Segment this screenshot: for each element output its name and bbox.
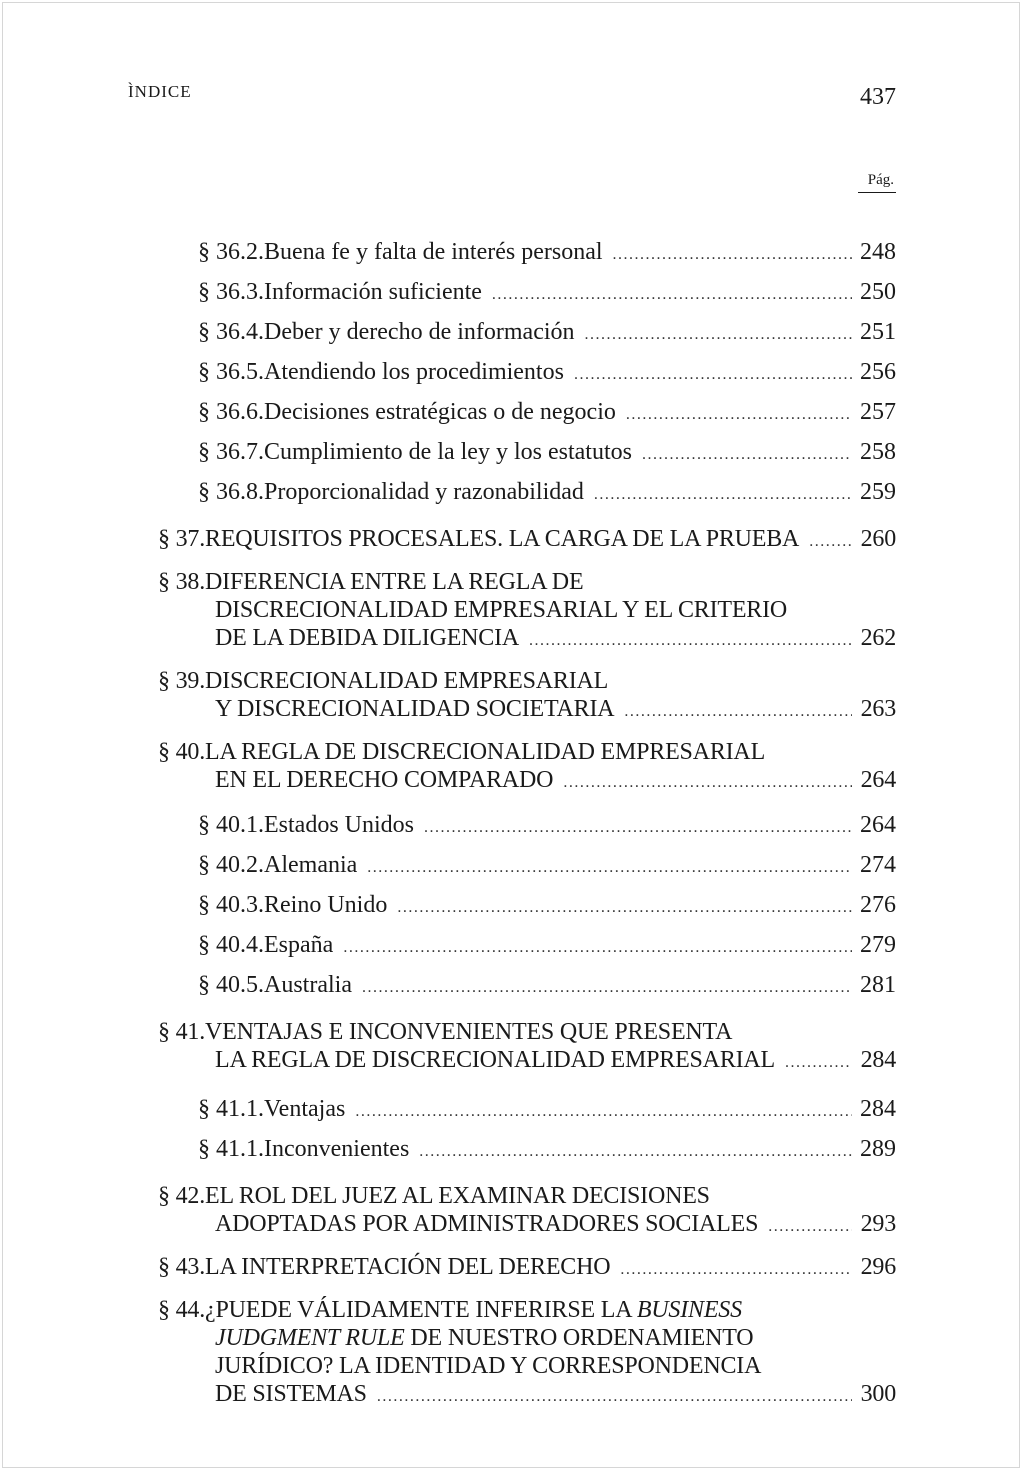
dot-leader xyxy=(355,1098,852,1126)
toc-entry-40-5[interactable] xyxy=(158,971,896,1002)
dot-leader xyxy=(809,528,852,556)
entry-page: 300 xyxy=(860,1381,896,1407)
running-head: ÌNDICE xyxy=(128,82,192,101)
entry-title-line-1: EL ROL DEL JUEZ AL EXAMINAR DECISIONES xyxy=(205,1183,710,1209)
section-number: § 36.4. xyxy=(198,319,264,345)
dot-leader xyxy=(768,1213,852,1241)
toc-entry-40[interactable] xyxy=(158,738,896,797)
dot-leader xyxy=(613,241,852,269)
dot-leader xyxy=(419,1138,852,1166)
entry-page: 276 xyxy=(860,892,896,918)
toc-entry-36-7[interactable] xyxy=(158,438,896,469)
entry-title-line-2: Y DISCRECIONALIDAD SOCIETARIA xyxy=(215,696,615,722)
section-number: § 40. xyxy=(158,739,206,765)
entry-title-line-2: ADOPTADAS POR ADMINISTRADORES SOCIALES xyxy=(215,1211,759,1237)
entry-page: 248 xyxy=(860,239,896,265)
toc-entry-43[interactable] xyxy=(158,1253,896,1284)
section-number: § 36.7. xyxy=(198,439,264,465)
section-number: § 38. xyxy=(158,569,206,595)
section-number: § 36.2. xyxy=(198,239,264,265)
entry-title-line-1: DIFERENCIA ENTRE LA REGLA DE xyxy=(205,569,584,595)
entry-title-line-2: DISCRECIONALIDAD EMPRESARIAL Y EL CRITERIO xyxy=(215,597,788,623)
section-number: § 44. xyxy=(158,1297,206,1323)
entry-title: LA INTERPRETACIÓN DEL DERECHO xyxy=(205,1254,611,1280)
page-column-label: Pág. xyxy=(858,172,896,193)
section-number: § 36.6. xyxy=(198,399,264,425)
entry-title: Buena fe y falta de interés personal xyxy=(264,239,603,265)
section-number: § 41.1. xyxy=(198,1096,264,1122)
toc-entry-38[interactable] xyxy=(158,568,896,655)
entry-title-line-2: EN EL DERECHO COMPARADO xyxy=(215,767,554,793)
entry-title: Australia xyxy=(264,972,352,998)
toc-entry-36-4[interactable] xyxy=(158,318,896,349)
table-of-contents xyxy=(158,238,896,1423)
section-number: § 36.3. xyxy=(198,279,264,305)
dot-leader xyxy=(563,769,852,797)
entry-page: 251 xyxy=(860,319,896,345)
section-number: § 40.1. xyxy=(198,812,264,838)
section-number: § 40.4. xyxy=(198,932,264,958)
entry-title: Deber y derecho de información xyxy=(264,319,575,345)
entry-title-line-1: VENTAJAS E INCONVENIENTES QUE PRESENTA xyxy=(205,1019,733,1045)
entry-title: Cumplimiento de la ley y los estatutos xyxy=(264,439,632,465)
entry-page: 293 xyxy=(860,1211,896,1237)
dot-leader xyxy=(377,1383,852,1411)
dot-leader xyxy=(574,361,852,389)
toc-entry-44[interactable] xyxy=(158,1296,896,1411)
entry-title-line-1: ¿PUEDE VÁLIDAMENTE INFERIRSE LA xyxy=(205,1297,637,1323)
entry-title-italic: JUDGMENT RULE xyxy=(215,1325,405,1351)
toc-entry-41-1-ventajas[interactable] xyxy=(158,1095,896,1126)
entry-title: Inconvenientes xyxy=(264,1136,410,1162)
section-number: § 41.1. xyxy=(198,1136,264,1162)
dot-leader xyxy=(343,934,852,962)
dot-leader xyxy=(642,441,852,469)
toc-entry-39[interactable] xyxy=(158,667,896,726)
section-number: § 40.5. xyxy=(198,972,264,998)
entry-title: Estados Unidos xyxy=(264,812,414,838)
toc-entry-36-5[interactable] xyxy=(158,358,896,389)
section-number: § 40.3. xyxy=(198,892,264,918)
toc-entry-42[interactable] xyxy=(158,1182,896,1241)
entry-page: 274 xyxy=(860,852,896,878)
toc-entry-41-1-inconvenientes[interactable] xyxy=(158,1135,896,1166)
dot-leader xyxy=(362,974,852,1002)
dot-leader xyxy=(424,814,852,842)
entry-page: 256 xyxy=(860,359,896,385)
entry-page: 258 xyxy=(860,439,896,465)
dot-leader xyxy=(492,281,852,309)
section-number: § 36.5. xyxy=(198,359,264,385)
entry-title: Información suficiente xyxy=(264,279,482,305)
toc-entry-41[interactable] xyxy=(158,1018,896,1077)
dot-leader xyxy=(594,481,852,509)
entry-title-line-2 xyxy=(158,1324,896,1352)
dot-leader xyxy=(585,321,852,349)
toc-entry-36-6[interactable] xyxy=(158,398,896,429)
toc-entry-36-3[interactable] xyxy=(158,278,896,309)
entry-title-line-2: LA REGLA DE DISCRECIONALIDAD EMPRESARIAL xyxy=(215,1047,776,1073)
entry-page: 250 xyxy=(860,279,896,305)
entry-page: 296 xyxy=(860,1254,896,1280)
page-number: 437 xyxy=(860,84,896,110)
toc-entry-40-2[interactable] xyxy=(158,851,896,882)
entry-title-text: DE NUESTRO ORDENAMIENTO xyxy=(404,1325,754,1351)
entry-title-line-3: DE LA DEBIDA DILIGENCIA xyxy=(215,625,520,651)
dot-leader xyxy=(620,1256,852,1284)
section-number: § 37. xyxy=(158,526,206,552)
toc-entry-40-4[interactable] xyxy=(158,931,896,962)
toc-entry-36-8[interactable] xyxy=(158,478,896,509)
entry-page: 281 xyxy=(860,972,896,998)
toc-entry-40-3[interactable] xyxy=(158,891,896,922)
entry-title-line-1: LA REGLA DE DISCRECIONALIDAD EMPRESARIAL xyxy=(205,739,766,765)
entry-title-line-1: DISCRECIONALIDAD EMPRESARIAL xyxy=(205,668,609,694)
entry-title-italic: BUSINESS xyxy=(636,1297,742,1323)
entry-page: 284 xyxy=(860,1047,896,1073)
dot-leader xyxy=(626,401,852,429)
entry-title: REQUISITOS PROCESALES. LA CARGA DE LA PRUEBA xyxy=(205,526,800,552)
entry-page: 284 xyxy=(860,1096,896,1122)
entry-page: 257 xyxy=(860,399,896,425)
entry-title-line-3: JURÍDICO? LA IDENTIDAD Y CORRESPONDENCIA xyxy=(215,1353,762,1379)
toc-entry-37[interactable] xyxy=(158,525,896,556)
entry-title: Alemania xyxy=(264,852,358,878)
section-number: § 43. xyxy=(158,1254,206,1280)
toc-entry-40-1[interactable] xyxy=(158,811,896,842)
entry-page: 279 xyxy=(860,932,896,958)
entry-page: 260 xyxy=(860,526,896,552)
dot-leader xyxy=(529,627,852,655)
entry-title: Decisiones estratégicas o de negocio xyxy=(264,399,616,425)
dot-leader xyxy=(624,698,852,726)
section-number: § 39. xyxy=(158,668,206,694)
section-number: § 40.2. xyxy=(198,852,264,878)
toc-entry-36-2[interactable] xyxy=(158,238,896,269)
dot-leader xyxy=(785,1049,852,1077)
dot-leader xyxy=(397,894,852,922)
entry-page: 289 xyxy=(860,1136,896,1162)
dot-leader xyxy=(367,854,852,882)
entry-title: España xyxy=(264,932,334,958)
section-number: § 36.8. xyxy=(198,479,264,505)
section-number: § 41. xyxy=(158,1019,206,1045)
entry-title-line-4: DE SISTEMAS xyxy=(215,1381,367,1407)
section-number: § 42. xyxy=(158,1183,206,1209)
entry-title: Proporcionalidad y razonabilidad xyxy=(264,479,584,505)
entry-page: 262 xyxy=(860,625,896,651)
entry-title: Reino Unido xyxy=(264,892,388,918)
entry-title: Atendiendo los procedimientos xyxy=(264,359,564,385)
entry-title: Ventajas xyxy=(264,1096,346,1122)
entry-page: 259 xyxy=(860,479,896,505)
entry-page: 264 xyxy=(860,812,896,838)
entry-page: 263 xyxy=(860,696,896,722)
entry-page: 264 xyxy=(860,767,896,793)
